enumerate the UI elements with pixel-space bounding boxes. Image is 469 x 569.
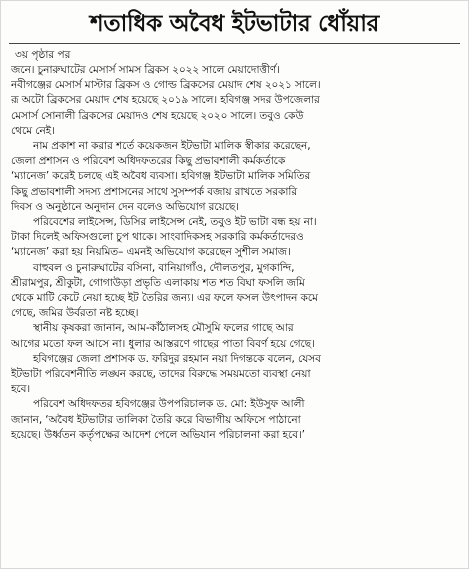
article-paragraph: [11, 215, 462, 261]
text-line: টাকা দিলেই অফিসগুলো চুপ থাকে। সাংবাদিকসহ সরকারি কর্মকর্তাদেরও: [11, 231, 304, 244]
text-line: মেসার্স সোনালী ব্রিকসের মেয়াদও শেষ হয়েছে ২০২০ সালে। তবুও কেউ: [11, 109, 304, 122]
text-line: পরিবেশের লাইসেন্স, ডিসির লাইসেন্স নেই, তবুও ইট ভাটা বন্ধ হয় না।: [33, 216, 317, 229]
text-line: হবিগঞ্জের জেলা প্রশাসক ড. ফরিদুর রহমান নয়া দিগন্তকে বলেন, যেসব: [33, 352, 321, 365]
text-line: ‘ম্যানেজ’ করা হয় নিয়মিত– এমনই অভিযোগ করেছেন সুশীল সমাজ।: [11, 246, 291, 259]
text-line: কিছু প্রভাবশালী সদস্য প্রশাসনের সাথে সুসম্পর্ক বজায় রাখতে সরকারি: [11, 185, 298, 198]
article-paragraph: [11, 352, 462, 398]
text-line: হয়েছে। উর্ধ্বতন কর্তৃপক্ষের আদেশ পেলে অভিযান পরিচালনা করা হবে।’: [11, 428, 305, 441]
text-line: ‘ম্যানেজ’ করেই চলছে এই অবৈধ ব্যবসা। হবিগঞ্জ ইটভাটা মালিক সমিতির: [11, 170, 311, 183]
text-line: শ্রীরামপুর, শ্রীকুটা, গোগাউড়া প্রভৃতি এলাকায় শত শত বিঘা ফসলি জমি: [11, 276, 305, 289]
text-line: দিবস ও অনুষ্ঠানে অনুদান দেন বলেও অভিযোগ রয়েছে।: [11, 200, 239, 213]
text-line: স্থানীয় কৃষকরা জানান, আম-কাঁঠালসহ মৌসুমি ফলের গাছে আর: [33, 322, 294, 335]
text-line: জনে। চুনারুঘাটের মেসার্স সামস ব্রিকস ২০২২ সালে মেয়াদোত্তীর্ণ।: [11, 64, 280, 76]
headline: শতাধিক অবৈধ ইটভাটার ধোঁয়ার: [90, 11, 379, 37]
text-line: নাম প্রকাশ না করার শর্তে কয়েকজন ইটভাটা মালিক স্বীকার করেছেন,: [33, 140, 311, 153]
text-line: থেকে মাটি কেটে নেয়া হচ্ছে ইট তৈরির জন্য। এর ফলে ফসল উৎপাদন কমে: [11, 292, 318, 305]
text-line: বাহুবল ও চুনারুঘাটের বসিনা, বানিয়াগাঁও, দৌলতপুর, মুগকান্দি,: [33, 261, 295, 274]
text-line: হবে।: [11, 383, 31, 396]
text-line: জানান, ‘অবৈধ ইটভাটার তালিকা তৈরি করে বিভাগীয় অফিসে পাঠানো: [11, 413, 301, 426]
text-line: আগের মতো ফল আসে না। ধুলার আস্তরণে গাছের পাতা বিবর্ণ হয়ে গেছে।: [11, 337, 315, 350]
text-line: পরিবেশ অধিদফতর হবিগঞ্জের উপপরিচালক ড. মো: ইউসুফ আলী: [33, 398, 305, 411]
text-line: ইটভাটা পরিবেশনীতি লঙ্ঘন করছে, তাদের বিরুদ্ধে সময়মতো ব্যবস্থা নেয়া: [11, 368, 311, 381]
headline-divider: [9, 43, 460, 44]
article-paragraph: [11, 139, 462, 215]
continued-from-label: ৩য় পৃষ্ঠার পর: [15, 49, 71, 61]
text-line: নবীগঞ্জের মেসার্স মাস্টার ব্রিকস ও গোল্ড ব্রিকসের মেয়াদ শেষ ২০২১ সালে।: [11, 79, 321, 92]
article-paragraph: [11, 397, 462, 443]
text-line: থেমে নেই।: [11, 124, 55, 137]
text-line: রূ অটো ব্রিকসের মেয়াদ শেষ হয়েছে ২০১৯ সালে। হবিগঞ্জ সদর উপজেলার: [11, 94, 320, 107]
article-body: [11, 63, 462, 443]
text-line: গেছে, জমির উর্বরতা নষ্ট হচ্ছে।: [11, 307, 139, 320]
text-line: জেলা প্রশাসন ও পরিবেশ অধিদফতরের কিছু প্রভাবশালী কর্মকর্তাকে: [11, 155, 286, 168]
article-paragraph: [11, 261, 462, 322]
article-paragraph: [11, 321, 462, 351]
article-paragraph: [11, 63, 462, 139]
